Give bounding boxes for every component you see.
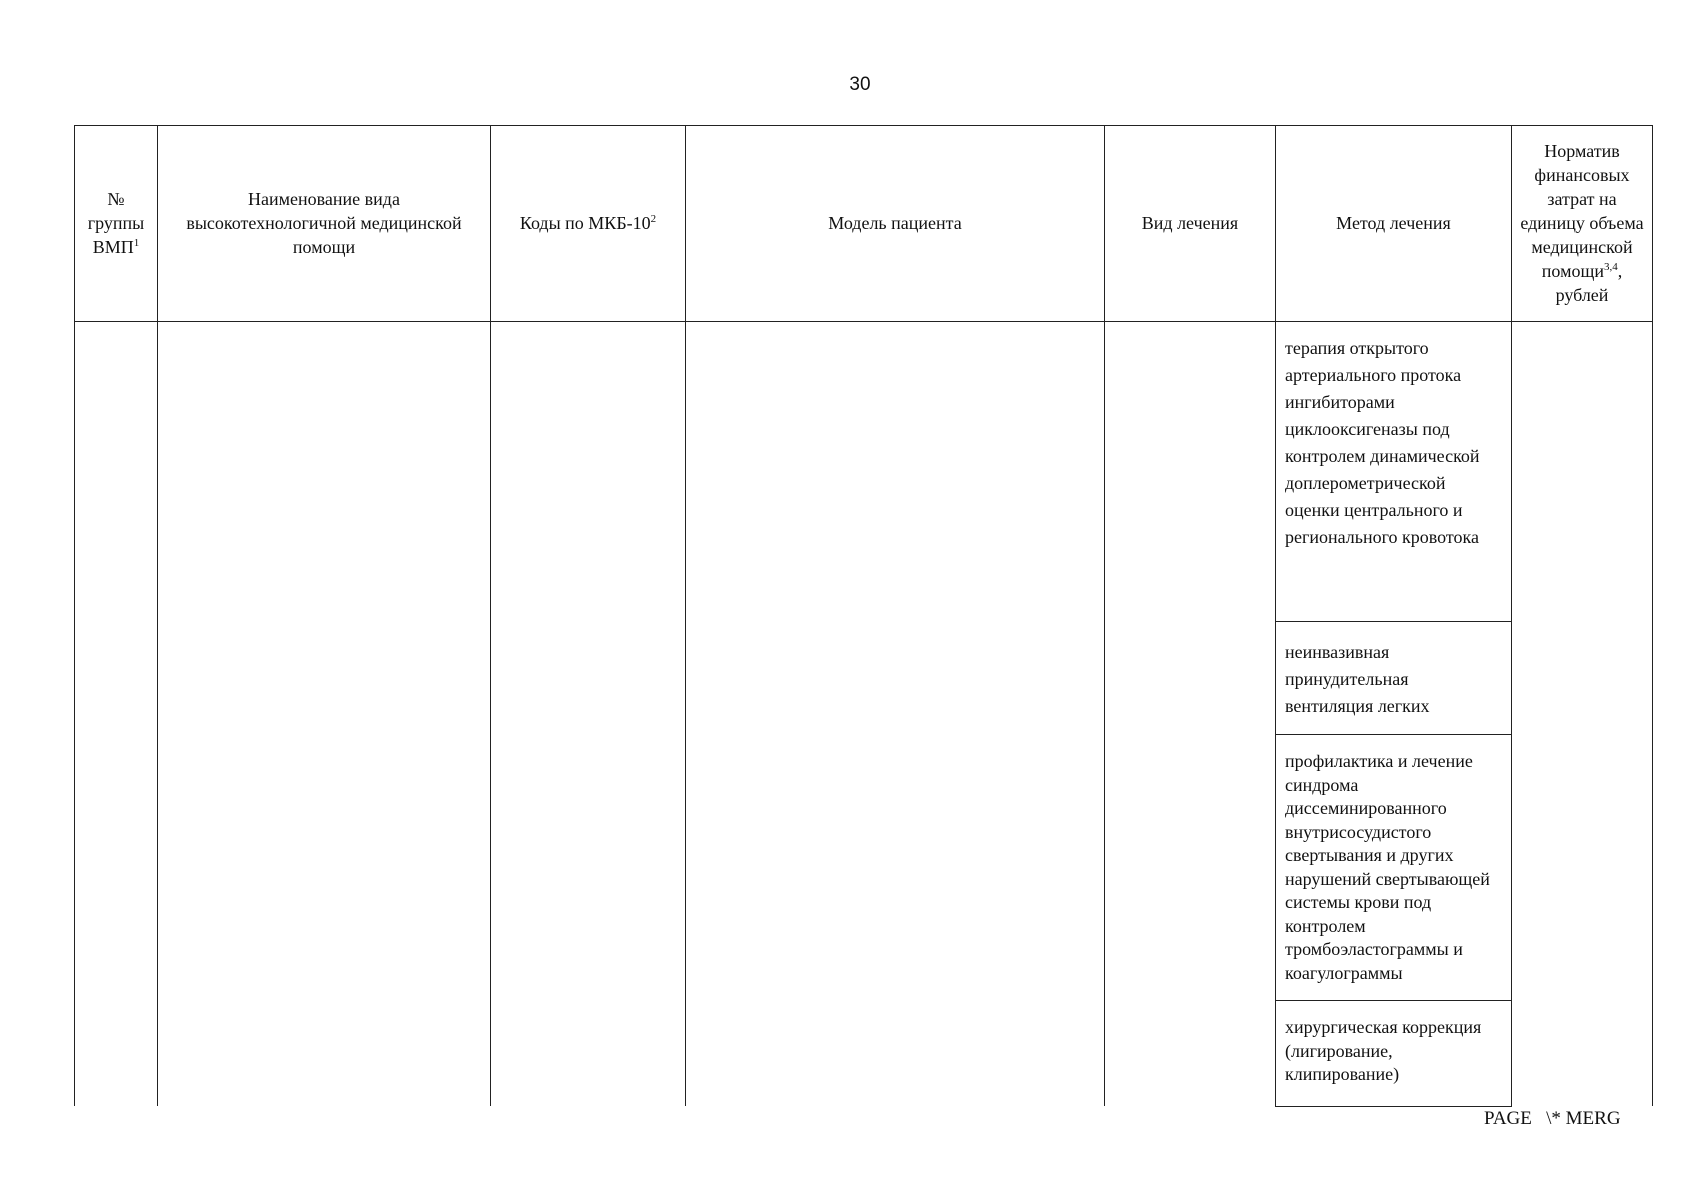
method-cell: неинвазивная принудительная вентиляция легких bbox=[1285, 642, 1430, 716]
method-row-divider bbox=[1275, 621, 1512, 622]
header-group-no: № группы ВМП$^1$ bbox=[87, 189, 145, 257]
header-treatment-method: Метод лечения bbox=[1336, 213, 1451, 233]
header-patient-model: Модель пациента bbox=[828, 213, 962, 233]
method-cell: хирургическая коррекция (лигирование, клипирование) bbox=[1285, 1017, 1482, 1084]
header-financial-norm: Норматив финансовых затрат на единицу объема медицинской помощи$^{3,4}$, рублей bbox=[1520, 141, 1644, 305]
method-cell: терапия открытого артериального протока ингибиторами циклооксигеназы под контролем динамической доплерометрической оценки центрального и регионального кровотока bbox=[1285, 338, 1480, 547]
page-number: 30 bbox=[849, 74, 871, 95]
header-name: Наименование вида высокотехнологичной медицинской помощи bbox=[186, 189, 462, 257]
method-row-divider bbox=[1275, 1000, 1512, 1001]
page-field-code: PAGE \* MERG bbox=[1484, 1108, 1621, 1129]
header-treatment-type: Вид лечения bbox=[1141, 213, 1239, 233]
method-row-bottom bbox=[1275, 1106, 1512, 1107]
header-mkb-codes: Коды по МКБ-$10^2$ bbox=[519, 213, 657, 233]
method-row-divider bbox=[1275, 734, 1512, 735]
header-divider bbox=[74, 321, 1653, 322]
method-cell: профилактика и лечение синдрома диссеминированного внутрисосудистого свертывания и других нарушений свертывающей системы крови под контролем тромбоэластограммы и коагулограммы bbox=[1285, 751, 1490, 983]
vmp-table bbox=[74, 125, 1652, 1106]
table-border-right bbox=[1652, 125, 1653, 1106]
